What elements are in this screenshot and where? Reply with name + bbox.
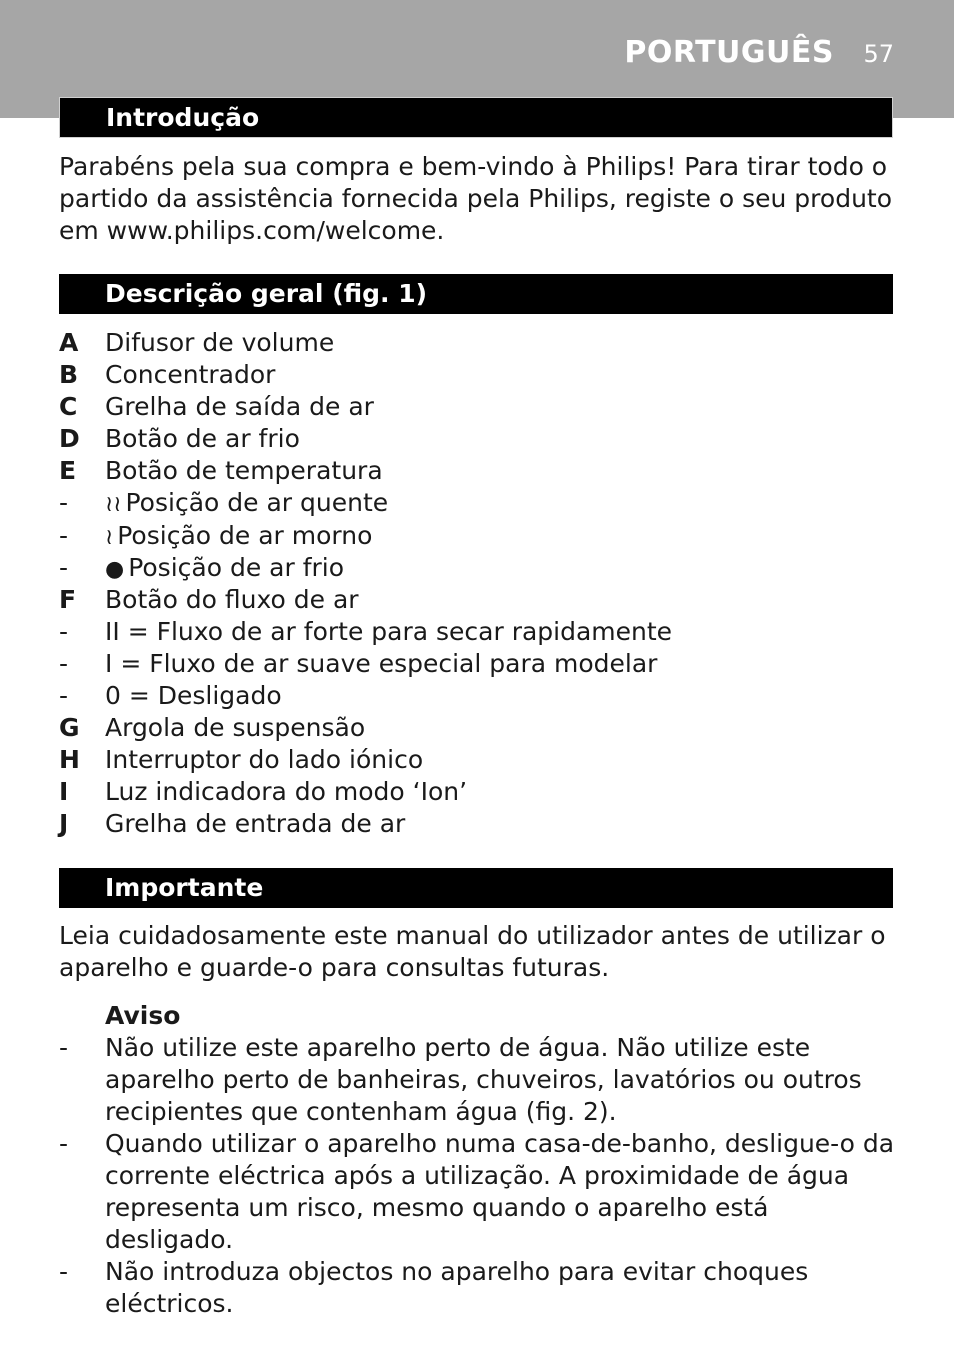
warning-text: Não utilize este aparelho perto de água. Não utilize este aparelho perto de banheiras, chuveiros, lavatórios ou outros recipientes que contenham água (fig. 2). <box>105 1033 862 1126</box>
list-item <box>59 487 899 519</box>
list-item <box>59 423 899 455</box>
item-key: D <box>59 424 80 454</box>
item-text: Argola de suspensão <box>105 713 366 743</box>
item-dash: - <box>59 552 69 582</box>
item-dash: - <box>59 648 69 678</box>
bullet-dash: - <box>59 1033 69 1062</box>
section-heading-descricao: Descrição geral (fig. 1) <box>59 274 893 314</box>
language-title: PORTUGUÊS <box>624 35 834 70</box>
item-text: Luz indicadora do modo ‘Ion’ <box>105 777 468 807</box>
list-item <box>59 808 899 840</box>
section-heading-introducao: Introdução <box>59 97 893 138</box>
item-text: II = Fluxo de ar forte para secar rapidamente <box>105 616 673 646</box>
list-item <box>59 1128 899 1256</box>
list-item <box>59 520 899 552</box>
parts-list <box>59 327 899 841</box>
warning-text: Não introduza objectos no aparelho para evitar choques eléctricos. <box>105 1257 809 1318</box>
list-item <box>59 744 899 776</box>
list-item <box>59 1256 899 1320</box>
item-text: 0 = Desligado <box>105 681 282 711</box>
bullet-dash: - <box>59 1129 69 1158</box>
item-key: B <box>59 360 79 390</box>
warning-text: Quando utilizar o aparelho numa casa-de-banho, desligue-o da corrente eléctrica após a utilização. A proximidade de água representa um risco, mesmo quando o aparelho está desligado. <box>105 1129 895 1254</box>
section-heading-importante: Importante <box>59 868 893 908</box>
hot-air-icon: ≀≀ <box>105 492 122 518</box>
list-item <box>59 327 899 359</box>
item-text: Grelha de saída de ar <box>105 392 374 422</box>
list-item <box>59 616 899 648</box>
item-text: Concentrador <box>105 360 276 390</box>
list-item <box>59 584 899 616</box>
list-item <box>59 455 899 487</box>
item-text: Interruptor do lado iónico <box>105 745 424 775</box>
item-text: I = Fluxo de ar suave especial para modelar <box>105 648 658 678</box>
item-key: J <box>59 809 69 839</box>
item-key: I <box>59 777 69 807</box>
list-item <box>59 712 899 744</box>
list-item <box>59 776 899 808</box>
item-text: Posição de ar frio <box>128 552 345 582</box>
item-key: G <box>59 713 80 743</box>
warning-list <box>59 1032 899 1320</box>
intro-paragraph: Parabéns pela sua compra e bem-vindo à Philips! Para tirar todo o partido da assistência fornecida pela Philips, registe o seu produto em www.philips.com/welcome. <box>59 152 893 245</box>
cool-air-dot-icon: ● <box>105 556 125 582</box>
item-text: Botão de temperatura <box>105 456 383 486</box>
warm-air-icon: ≀ <box>105 524 114 550</box>
list-item <box>59 391 899 423</box>
item-text: Posição de ar quente <box>125 488 389 518</box>
item-dash: - <box>59 681 69 711</box>
item-key: A <box>59 328 79 357</box>
item-text: Botão de ar frio <box>105 424 300 454</box>
item-key: C <box>59 392 78 422</box>
list-item <box>59 1032 899 1128</box>
warning-heading: Aviso <box>105 1001 181 1030</box>
item-text: Grelha de entrada de ar <box>105 809 406 839</box>
item-key: H <box>59 745 80 775</box>
page-number: 57 <box>863 40 894 68</box>
item-text: Botão do fluxo de ar <box>105 584 359 614</box>
item-dash: - <box>59 488 69 518</box>
item-text: Difusor de volume <box>105 328 335 357</box>
item-dash: - <box>59 520 69 550</box>
list-item <box>59 552 899 584</box>
list-item <box>59 359 899 391</box>
item-key: E <box>59 456 77 486</box>
item-key: F <box>59 584 77 614</box>
important-paragraph: Leia cuidadosamente este manual do utilizador antes de utilizar o aparelho e guarde-o para consultas futuras. <box>59 921 886 982</box>
item-text: Posição de ar morno <box>117 520 373 550</box>
bullet-dash: - <box>59 1257 69 1286</box>
list-item <box>59 680 899 712</box>
list-item <box>59 648 899 680</box>
item-dash: - <box>59 616 69 646</box>
